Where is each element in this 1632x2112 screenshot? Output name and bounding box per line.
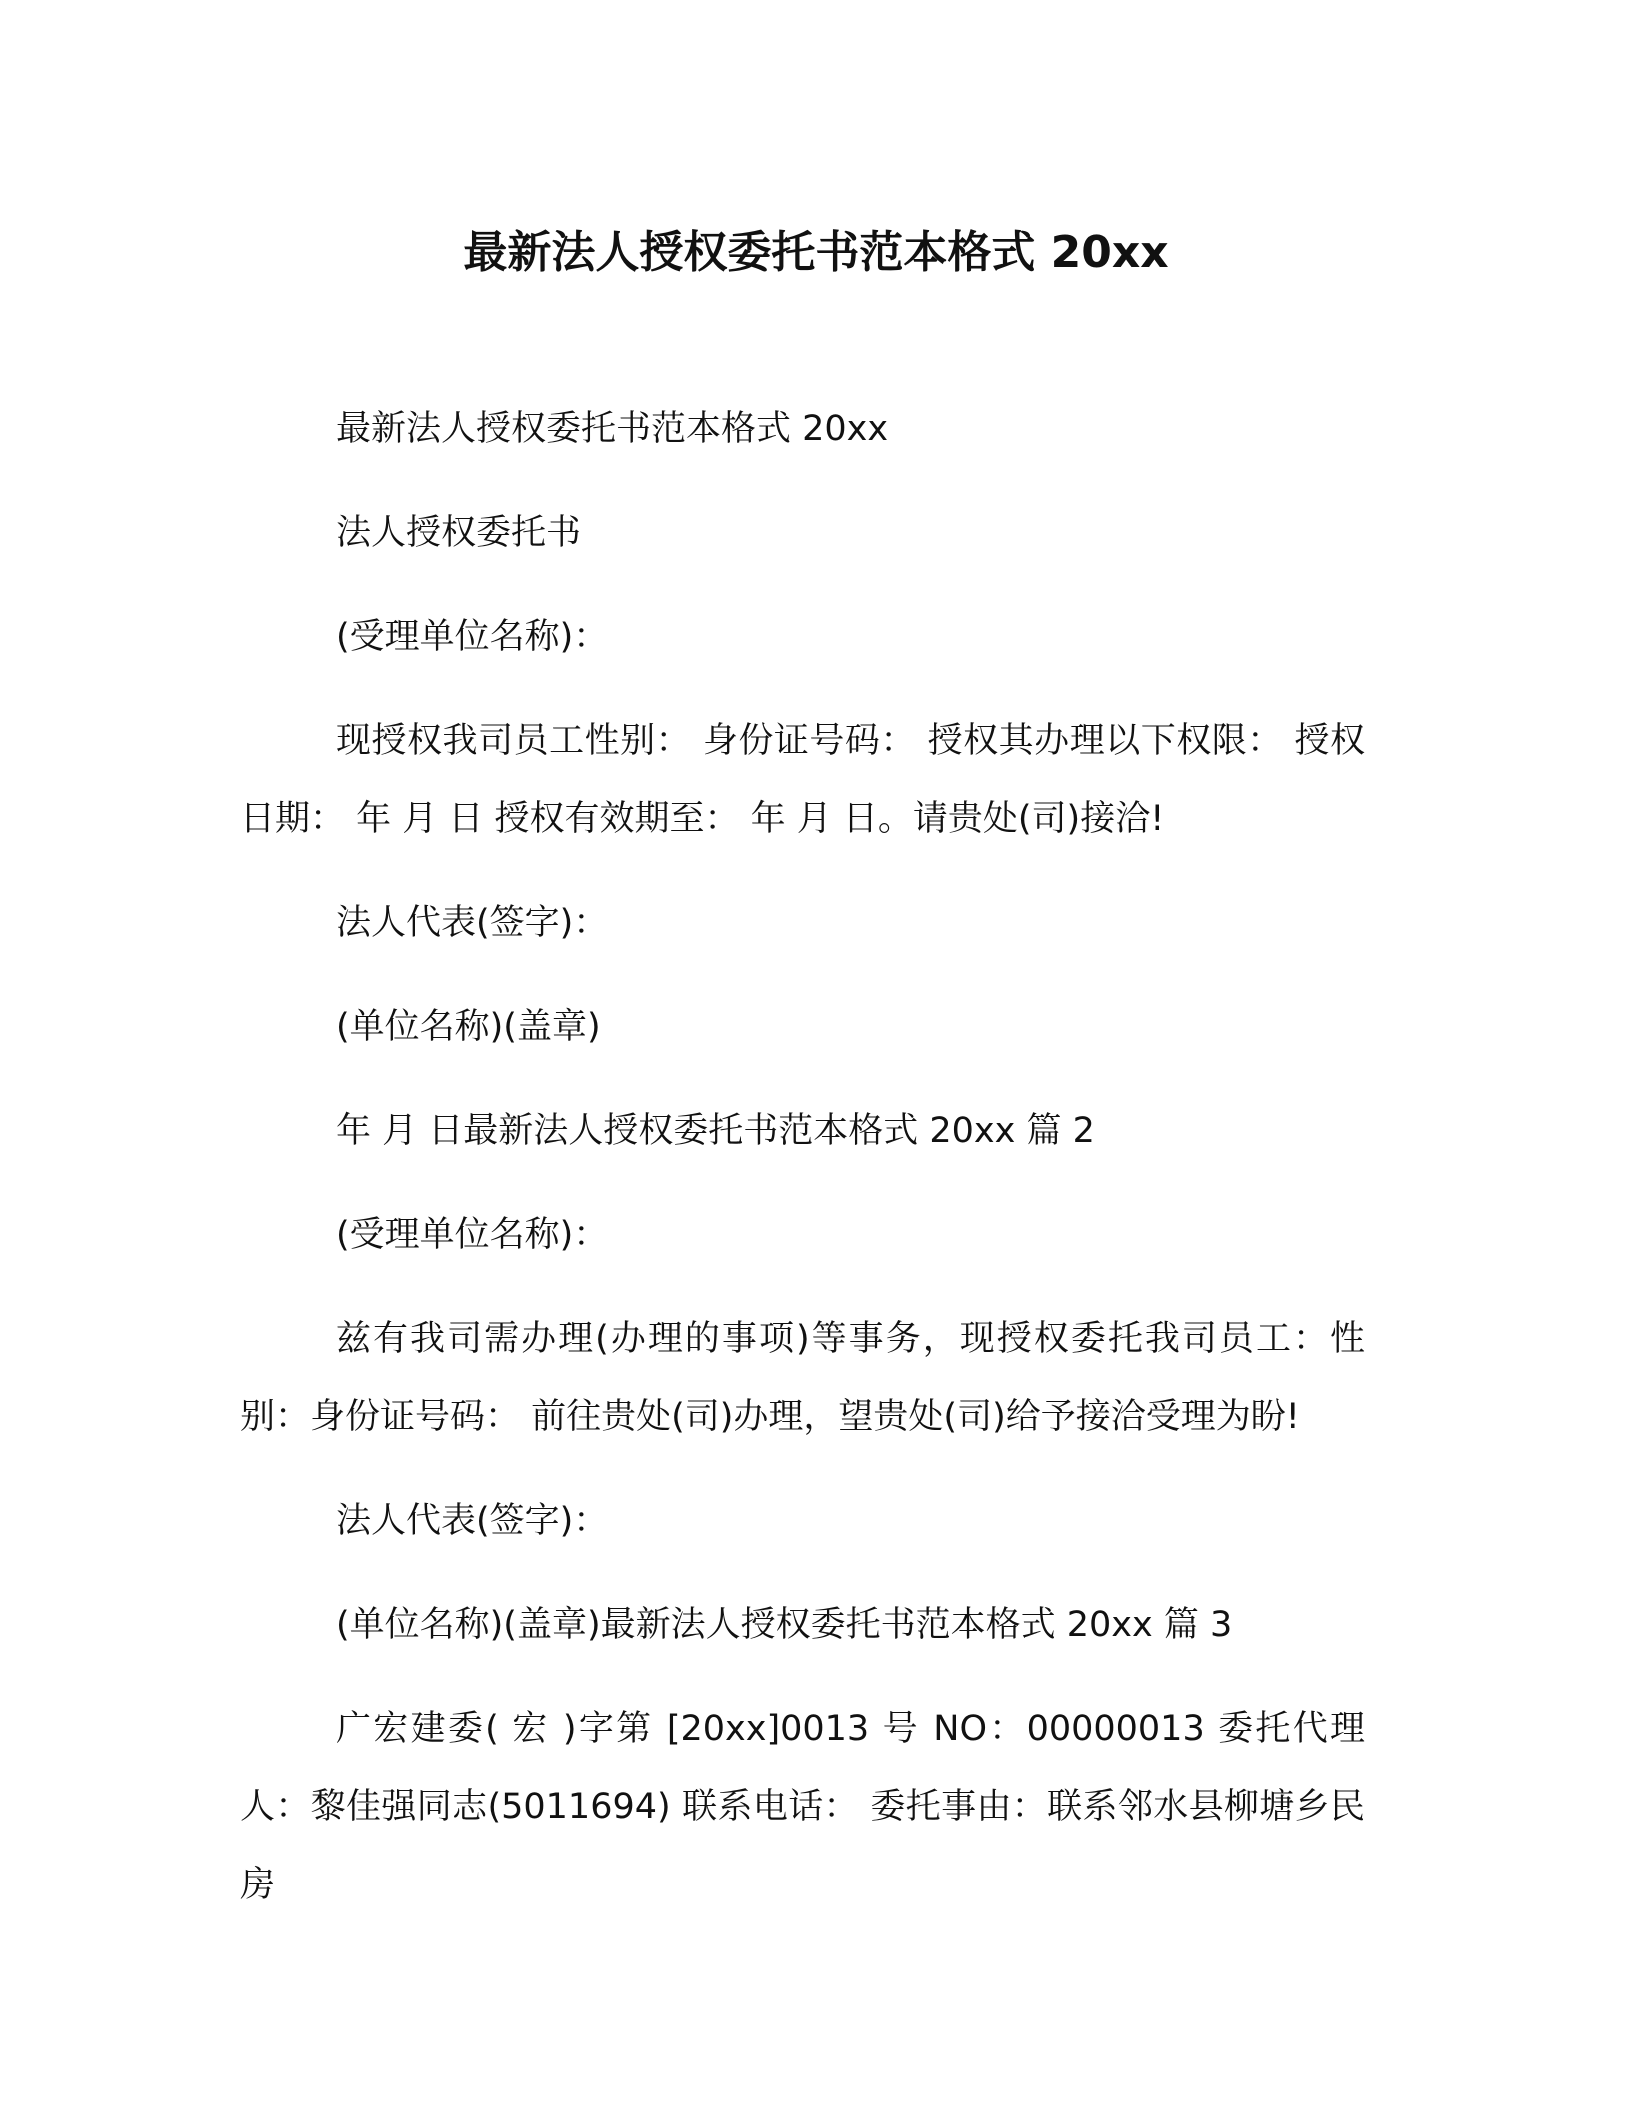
paragraph-subtitle: 法人授权委托书 <box>336 513 582 553</box>
paragraph-date-section-2: 年 月 日最新法人授权委托书范本格式 20xx 篇 2 <box>336 1111 1095 1151</box>
paragraph-recipient: (受理单位名称)： <box>336 617 609 657</box>
paragraph-heading-repeat: 最新法人授权委托书范本格式 20xx <box>336 409 889 449</box>
paragraph-authorization-2: 兹有我司需办理(办理的事项)等事务，现授权委托我司员工：性别：身份证号码： 前往贵处(司)办理，望贵处(司)给予接洽受理为盼! <box>240 1319 1365 1437</box>
paragraph-reference-number: 广宏建委( 宏 )字第 [20xx]0013 号 NO：00000013 委托代理人：黎佳强同志(5011694) 联系电话： 委托事由：联系邻水县柳塘乡民房 <box>240 1709 1365 1905</box>
paragraph-signature: 法人代表(签字)： <box>336 903 609 943</box>
document-body <box>240 390 1365 1950</box>
paragraph-authorization: 现授权我司员工性别： 身份证号码： 授权其办理以下权限： 授权日期： 年 月 日 授权有效期至： 年 月 日。请贵处(司)接洽! <box>240 721 1365 839</box>
paragraph-signature-2: 法人代表(签字)： <box>336 1501 609 1541</box>
paragraph-seal: (单位名称)(盖章) <box>336 1007 601 1047</box>
paragraph-recipient-2: (受理单位名称)： <box>336 1215 609 1255</box>
paragraph-seal-section-3: (单位名称)(盖章)最新法人授权委托书范本格式 20xx 篇 3 <box>336 1605 1233 1645</box>
document-title: 最新法人授权委托书范本格式 20xx <box>463 227 1169 278</box>
